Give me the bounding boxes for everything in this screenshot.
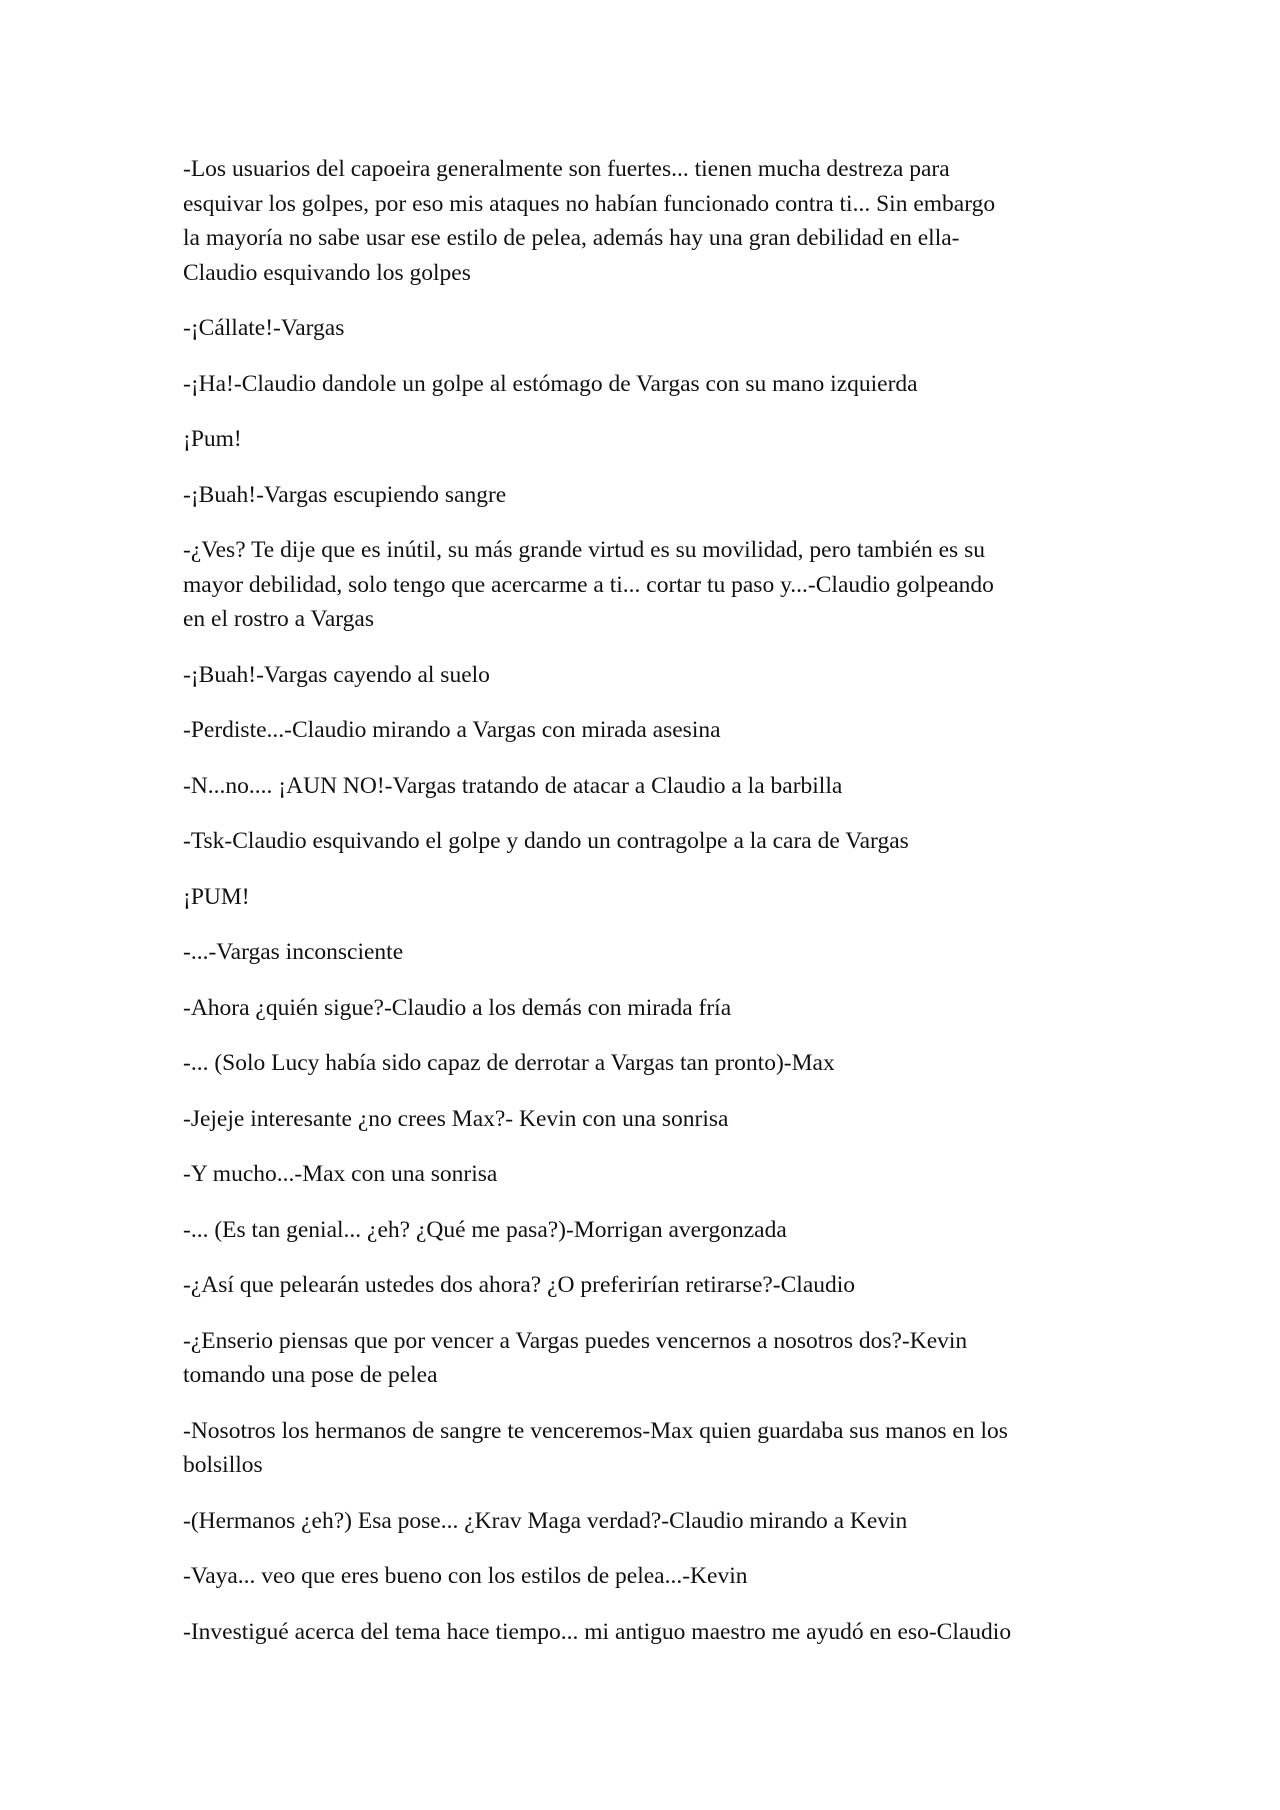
- paragraph: [183, 478, 1113, 513]
- paragraph: [183, 1268, 1113, 1303]
- text-line: ¡Pum!: [183, 426, 242, 453]
- paragraph: [183, 1213, 1113, 1248]
- text-line: bolsillos: [183, 1452, 263, 1479]
- text-line: la mayoría no sabe usar ese estilo de pelea, además hay una gran debilidad en ella-: [183, 225, 960, 252]
- paragraph: [183, 991, 1113, 1026]
- text-line: -¿Así que pelearán ustedes dos ahora? ¿O preferirían retirarse?-Claudio: [183, 1272, 856, 1299]
- paragraph: [183, 1559, 1113, 1594]
- text-line: -Y mucho...-Max con una sonrisa: [183, 1161, 498, 1188]
- document-page: [183, 152, 1113, 1670]
- paragraph: [183, 658, 1113, 693]
- text-line: -... (Es tan genial... ¿eh? ¿Qué me pasa?)-Morrigan avergonzada: [183, 1216, 787, 1243]
- text-line: -¡Cállate!-Vargas: [183, 315, 345, 342]
- text-line: -(Hermanos ¿eh?) Esa pose... ¿Krav Maga verdad?-Claudio mirando a Kevin: [183, 1507, 908, 1534]
- paragraph: [183, 1414, 1113, 1483]
- paragraph: [183, 1046, 1113, 1081]
- text-line: -Nosotros los hermanos de sangre te venceremos-Max quien guardaba sus manos en los: [183, 1417, 1008, 1444]
- paragraph: [183, 713, 1113, 748]
- paragraph: [183, 152, 1113, 290]
- paragraph: [183, 1157, 1113, 1192]
- text-line: Claudio esquivando los golpes: [183, 259, 471, 286]
- text-line: esquivar los golpes, por eso mis ataques no habían funcionado contra ti... Sin embargo: [183, 190, 996, 217]
- text-line: mayor debilidad, solo tengo que acercarme a ti... cortar tu paso y...-Claudio golpeando: [183, 571, 994, 598]
- paragraph: [183, 367, 1113, 402]
- text-line: -Jejeje interesante ¿no crees Max?- Kevin con una sonrisa: [183, 1105, 729, 1132]
- paragraph: [183, 1324, 1113, 1393]
- text-line: -¡Ha!-Claudio dandole un golpe al estómago de Vargas con su mano izquierda: [183, 370, 918, 397]
- paragraph: [183, 1615, 1113, 1650]
- text-line: -...-Vargas inconsciente: [183, 939, 404, 966]
- text-line: -Investigué acerca del tema hace tiempo... mi antiguo maestro me ayudó en eso-Claudio: [183, 1618, 1012, 1645]
- paragraph: [183, 824, 1113, 859]
- paragraph: [183, 422, 1113, 457]
- paragraph: [183, 880, 1113, 915]
- paragraph: [183, 311, 1113, 346]
- paragraph: [183, 769, 1113, 804]
- text-line: tomando una pose de pelea: [183, 1362, 438, 1389]
- text-line: -¿Enserio piensas que por vencer a Vargas puedes vencernos a nosotros dos?-Kevin: [183, 1327, 968, 1354]
- paragraph: [183, 1102, 1113, 1137]
- text-line: ¡PUM!: [183, 883, 250, 910]
- paragraph: [183, 533, 1113, 637]
- text-line: -... (Solo Lucy había sido capaz de derrotar a Vargas tan pronto)-Max: [183, 1050, 835, 1077]
- text-line: -Tsk-Claudio esquivando el golpe y dando un contragolpe a la cara de Vargas: [183, 828, 909, 855]
- text-line: -¡Buah!-Vargas cayendo al suelo: [183, 661, 490, 688]
- paragraph: [183, 935, 1113, 970]
- text-line: -Ahora ¿quién sigue?-Claudio a los demás con mirada fría: [183, 994, 732, 1021]
- text-line: -Vaya... veo que eres bueno con los estilos de pelea...-Kevin: [183, 1563, 748, 1590]
- text-line: -Los usuarios del capoeira generalmente son fuertes... tienen mucha destreza para: [183, 156, 950, 182]
- text-line: -N...no.... ¡AUN NO!-Vargas tratando de atacar a Claudio a la barbilla: [183, 772, 843, 799]
- text-line: -¡Buah!-Vargas escupiendo sangre: [183, 481, 507, 508]
- text-line: en el rostro a Vargas: [183, 606, 374, 633]
- text-line: -¿Ves? Te dije que es inútil, su más grande virtud es su movilidad, pero también es su: [183, 537, 985, 564]
- text-line: -Perdiste...-Claudio mirando a Vargas con mirada asesina: [183, 717, 721, 744]
- paragraph: [183, 1504, 1113, 1539]
